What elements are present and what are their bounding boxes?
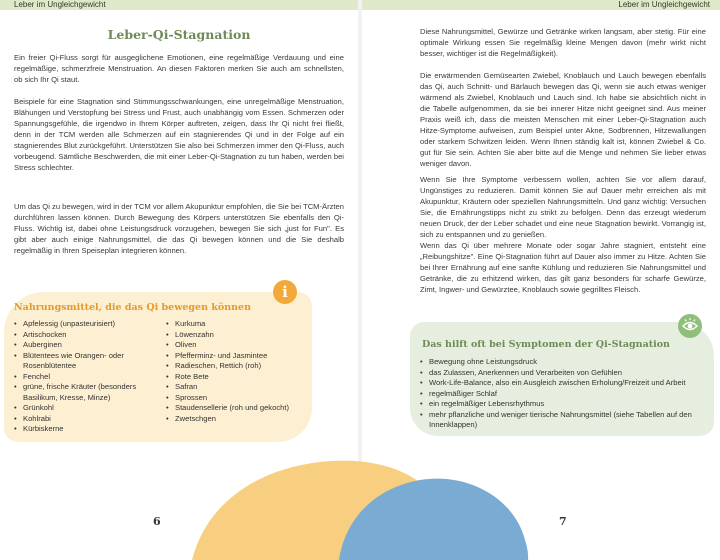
food-list-column-1 [14,319,164,435]
list-item: • Work-Life-Balance, also ein Ausgleich zwischen Erholung/Freizeit und Arbeit [420,378,710,389]
list-item: • Pfefferminz- und Jasmintee [166,351,311,362]
page-number-left: 6 [153,515,161,528]
list-item: • Safran [166,382,311,393]
right-paragraph-2: Die erwärmenden Gemüsearten Zwiebel, Knoblauch und Lauch bewegen ebenfalls das Qi, auch Schnitt- und Bärlauch bewegen das Qi, wenn sie auch etwas weniger wärmend als Zwiebel, Knoblauch und Lauch sind. Ich habe sie absichtlich nicht in die Tabelle aufgenommen, da sie bei innerer Hitze nicht geeignet sind. Aus meiner Praxis weiß ich, dass die meisten Menschen mit einer Leber-Qi-Stagnation auch Hitze-Symptome aufweisen, zum Beispiel unter Akne, Sodbrennen, Hitzewallungen oder starkem Schwitzen leiden. Wenn Ihnen ständig kalt ist, können Zwiebel & Co. gut für Sie sein. Achten Sie aber bitte auf die Menge und nehmen Sie lieber etwas weniger davon. [420,71,706,168]
right-paragraph-1: Diese Nahrungsmittel, Gewürze und Getränke wirken langsam, aber stetig. Für eine optimale Wirkung essen Sie regelmäßig kleine Mengen davon (mehr wirkt nicht besser, wichtiger ist die Regelmäßigkeit). [420,27,706,58]
tips-list [420,357,710,431]
list-item: • Sprossen [166,393,311,404]
decorative-blobs [180,440,540,560]
list-item: • mehr pflanzliche und weniger tierische Nahrungsmittel (siehe Tabellen auf den Innenklappen) [420,410,710,431]
list-item: • Staudensellerie (roh und gekocht) [166,403,311,414]
list-item: • das Zulassen, Anerkennen und Verarbeiten von Gefühlen [420,368,710,379]
eye-icon [678,314,702,338]
list-item: • Bewegung ohne Leistungsdruck [420,357,710,368]
list-item: • Oliven [166,340,311,351]
list-item: • Kürbiskerne [14,424,164,435]
list-item: • ein regelmäßiger Lebensrhythmus [420,399,710,410]
list-item: • Löwenzahn [166,330,311,341]
right-paragraph-3: Wenn Sie Ihre Symptome verbessern wollen, achten Sie vor allem darauf, Ungünstiges zu reduzieren. Damit können Sie auf Dauer mehr erreichen als mit Akupunktur, Kräutern oder speziellen Nahrungsmitteln. Und ganz wichtig: Versuchen Sie, die Ernährungstipps nicht zu strikt zu befolgen. Denn das erzeugt wiederum neuen Druck, der der Leber schadet und eine neue Stagnation bewirkt. Vorrangig ist, sich zu entspannen und zu genießen. Wenn das Qi über mehrere Monate oder sogar Jahre stagniert, entsteht eine „Reibungshitze". Eine Qi-Stagnation führt auf Dauer also immer zu Hitze. Achten Sie bei Ihrer Ernährung auf eine sanfte Kühlung und reduzieren Sie Nahrungsmittel und Getränke, die zu erhitzend wirken, das gilt ganz besonders für scharfe Gewürze, Zimt, Ingwer- und Gewürztee, Knoblauch sowie gegrilltes Fleisch. [420,175,706,294]
page-number-right: 7 [559,515,567,528]
list-item: • Blütentees wie Orangen- oder Rosenblütentee [14,351,164,372]
list-item: • Kurkuma [166,319,311,330]
running-header-left: Leber im Ungleichgewicht [14,0,106,9]
left-paragraph-3: Um das Qi zu bewegen, wird in der TCM vor allem Akupunktur empfohlen, die Sie bei TCM-Ärzten durchführen lassen können. Durch Bewegung des Körpers unterstützen Sie ebenfalls den Qi-Fluss. Wichtig ist, dabei ohne Leistungsdruck vorzugehen, bewegen Sie sich „just for Fun". Es gibt aber auch einige Nahrungsmittel, die das Qi bewegen können und die Sie deshalb regelmäßig in Ihren Speiseplan integrieren können. [14,202,344,255]
food-box-title: Nahrungsmittel, die das Qi bewegen können [14,302,252,313]
list-item: • Rote Bete [166,372,311,383]
list-item: • Fenchel [14,372,164,383]
list-item: • Auberginen [14,340,164,351]
info-icon: i [273,280,297,304]
list-item: • Radieschen, Rettich (roh) [166,361,311,372]
list-item: • Artischocken [14,330,164,341]
list-item: • regelmäßiger Schlaf [420,389,710,400]
list-item: • Zwetschgen [166,414,311,425]
eye-icon-graphic [678,314,702,338]
list-item: • grüne, frische Kräuter (besonders Basilikum, Kresse, Minze) [14,382,164,403]
list-item: • Kohlrabi [14,414,164,425]
left-paragraph-1: Ein freier Qi-Fluss sorgt für ausgeglichene Emotionen, eine regelmäßige Verdauung und eine regelmäßige, schmerzfreie Menstruation. An diesen Faktoren merken Sie auch am schnellsten, ob sich Ihr Qi staut. [14,53,344,84]
page-title: Leber-Qi-Stagnation [107,27,251,42]
left-paragraph-2: Beispiele für eine Stagnation sind Stimmungsschwankungen, eine unregelmäßige Menstruation, Blähungen und Verstopfung bei Stress und Frust, auch unabhängig vom Essen. Schmerzen oder Spannungsgefühle, die irgendwo in Ihrem Körper auftreten, zeigen, dass Ihr Qi nicht frei fließt, denn in der TCM werden alle Schmerzen auf ein stagnierendes Qi und in der Folge auf ein stagnierendes Blut zurückgeführt. Unterstützen Sie also bei Schmerzen immer den Qi-Fluss, auch vorbeugend. Sämtliche Beschwerden, die mit einer Leber-Qi-Stagnation zu tun haben, werden bei Stress schlechter. [14,97,344,172]
tips-box-title: Das hilft oft bei Symptomen der Qi-Stagnation [422,339,670,350]
list-item: • Grünkohl [14,403,164,414]
list-item: • Apfelessig (unpasteurisiert) [14,319,164,330]
food-list-column-2 [166,319,311,424]
running-header-right: Leber im Ungleichgewicht [618,0,710,9]
